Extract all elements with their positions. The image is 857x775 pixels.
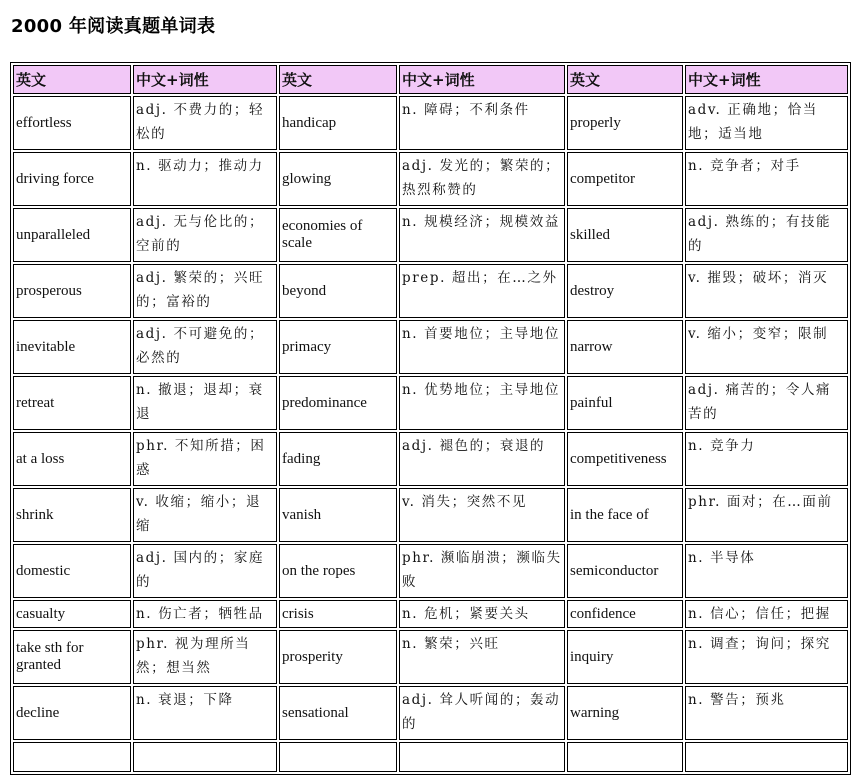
table-cell [399,742,565,772]
chinese-meaning: n. 半导体 [685,544,848,598]
table-row [13,488,848,542]
english-word: handicap [279,96,397,150]
english-word: prosperity [279,630,397,684]
chinese-meaning: n. 优势地位；主导地位 [399,376,565,430]
english-word: predominance [279,376,397,430]
chinese-meaning: v. 收缩；缩小；退缩 [133,488,277,542]
table-cell [133,742,277,772]
chinese-meaning: v. 摧毁；破坏；消灭 [685,264,848,318]
table-row [13,544,848,598]
english-word: primacy [279,320,397,374]
english-word: warning [567,686,683,740]
english-word: glowing [279,152,397,206]
chinese-meaning: adj. 发光的；繁荣的；热烈称赞的 [399,152,565,206]
table-row [13,600,848,628]
col-header-english: 英文 [13,65,131,94]
english-word: unparalleled [13,208,131,262]
table-cell [13,742,131,772]
chinese-meaning: n. 竞争力 [685,432,848,486]
chinese-meaning: n. 规模经济；规模效益 [399,208,565,262]
table-row [13,376,848,430]
chinese-meaning: n. 首要地位；主导地位 [399,320,565,374]
chinese-meaning: v. 缩小；变窄；限制 [685,320,848,374]
chinese-meaning: adj. 耸人听闻的；轰动的 [399,686,565,740]
table-row [13,208,848,262]
chinese-meaning: adj. 不可避免的；必然的 [133,320,277,374]
chinese-meaning: n. 信心；信任；把握 [685,600,848,628]
table-row [13,686,848,740]
col-header-chinese-pos: 中文+词性 [399,65,565,94]
chinese-meaning: phr. 濒临崩溃；濒临失败 [399,544,565,598]
chinese-meaning: n. 繁荣；兴旺 [399,630,565,684]
english-word: domestic [13,544,131,598]
english-word: confidence [567,600,683,628]
table-row [13,264,848,318]
table-row [13,152,848,206]
english-word: competitiveness [567,432,683,486]
english-word: casualty [13,600,131,628]
english-word: inevitable [13,320,131,374]
english-word: inquiry [567,630,683,684]
chinese-meaning: adj. 无与伦比的；空前的 [133,208,277,262]
chinese-meaning: n. 障碍；不利条件 [399,96,565,150]
col-header-english: 英文 [279,65,397,94]
table-row [13,96,848,150]
col-header-chinese-pos: 中文+词性 [685,65,848,94]
chinese-meaning: adj. 国内的；家庭的 [133,544,277,598]
english-word: painful [567,376,683,430]
table-row [13,630,848,684]
chinese-meaning: n. 调查；询问；探究 [685,630,848,684]
vocabulary-table [10,62,851,775]
chinese-meaning: n. 衰退；下降 [133,686,277,740]
table-cell [279,742,397,772]
english-word: beyond [279,264,397,318]
chinese-meaning: adj. 褪色的；衰退的 [399,432,565,486]
english-word: competitor [567,152,683,206]
english-word: on the ropes [279,544,397,598]
chinese-meaning: adj. 繁荣的；兴旺的；富裕的 [133,264,277,318]
english-word: fading [279,432,397,486]
table-row [13,742,848,772]
chinese-meaning: n. 驱动力；推动力 [133,152,277,206]
chinese-meaning: adj. 熟练的；有技能的 [685,208,848,262]
chinese-meaning: phr. 面对；在…面前 [685,488,848,542]
chinese-meaning: n. 伤亡者；牺牲品 [133,600,277,628]
english-word: driving force [13,152,131,206]
english-word: narrow [567,320,683,374]
chinese-meaning: phr. 视为理所当然；想当然 [133,630,277,684]
english-word: destroy [567,264,683,318]
chinese-meaning: phr. 不知所措；困惑 [133,432,277,486]
table-row [13,320,848,374]
chinese-meaning: adj. 痛苦的；令人痛苦的 [685,376,848,430]
table-row [13,432,848,486]
english-word: skilled [567,208,683,262]
chinese-meaning: n. 撤退；退却；衰退 [133,376,277,430]
english-word: prosperous [13,264,131,318]
english-word: at a loss [13,432,131,486]
english-word: take sth for granted [13,630,131,684]
chinese-meaning: n. 竞争者；对手 [685,152,848,206]
col-header-chinese-pos: 中文+词性 [133,65,277,94]
chinese-meaning: adj. 不费力的；轻松的 [133,96,277,150]
table-cell [685,742,848,772]
header-row [13,65,848,94]
english-word: sensational [279,686,397,740]
english-word: in the face of [567,488,683,542]
col-header-english: 英文 [567,65,683,94]
english-word: economies of scale [279,208,397,262]
chinese-meaning: n. 警告；预兆 [685,686,848,740]
english-word: semiconductor [567,544,683,598]
english-word: shrink [13,488,131,542]
chinese-meaning: n. 危机；紧要关头 [399,600,565,628]
chinese-meaning: v. 消失；突然不见 [399,488,565,542]
chinese-meaning: adv. 正确地；恰当地；适当地 [685,96,848,150]
english-word: properly [567,96,683,150]
chinese-meaning: prep. 超出；在…之外 [399,264,565,318]
english-word: decline [13,686,131,740]
page-title: 2000 年阅读真题单词表 [11,16,216,37]
english-word: retreat [13,376,131,430]
table-cell [567,742,683,772]
english-word: effortless [13,96,131,150]
english-word: vanish [279,488,397,542]
english-word: crisis [279,600,397,628]
